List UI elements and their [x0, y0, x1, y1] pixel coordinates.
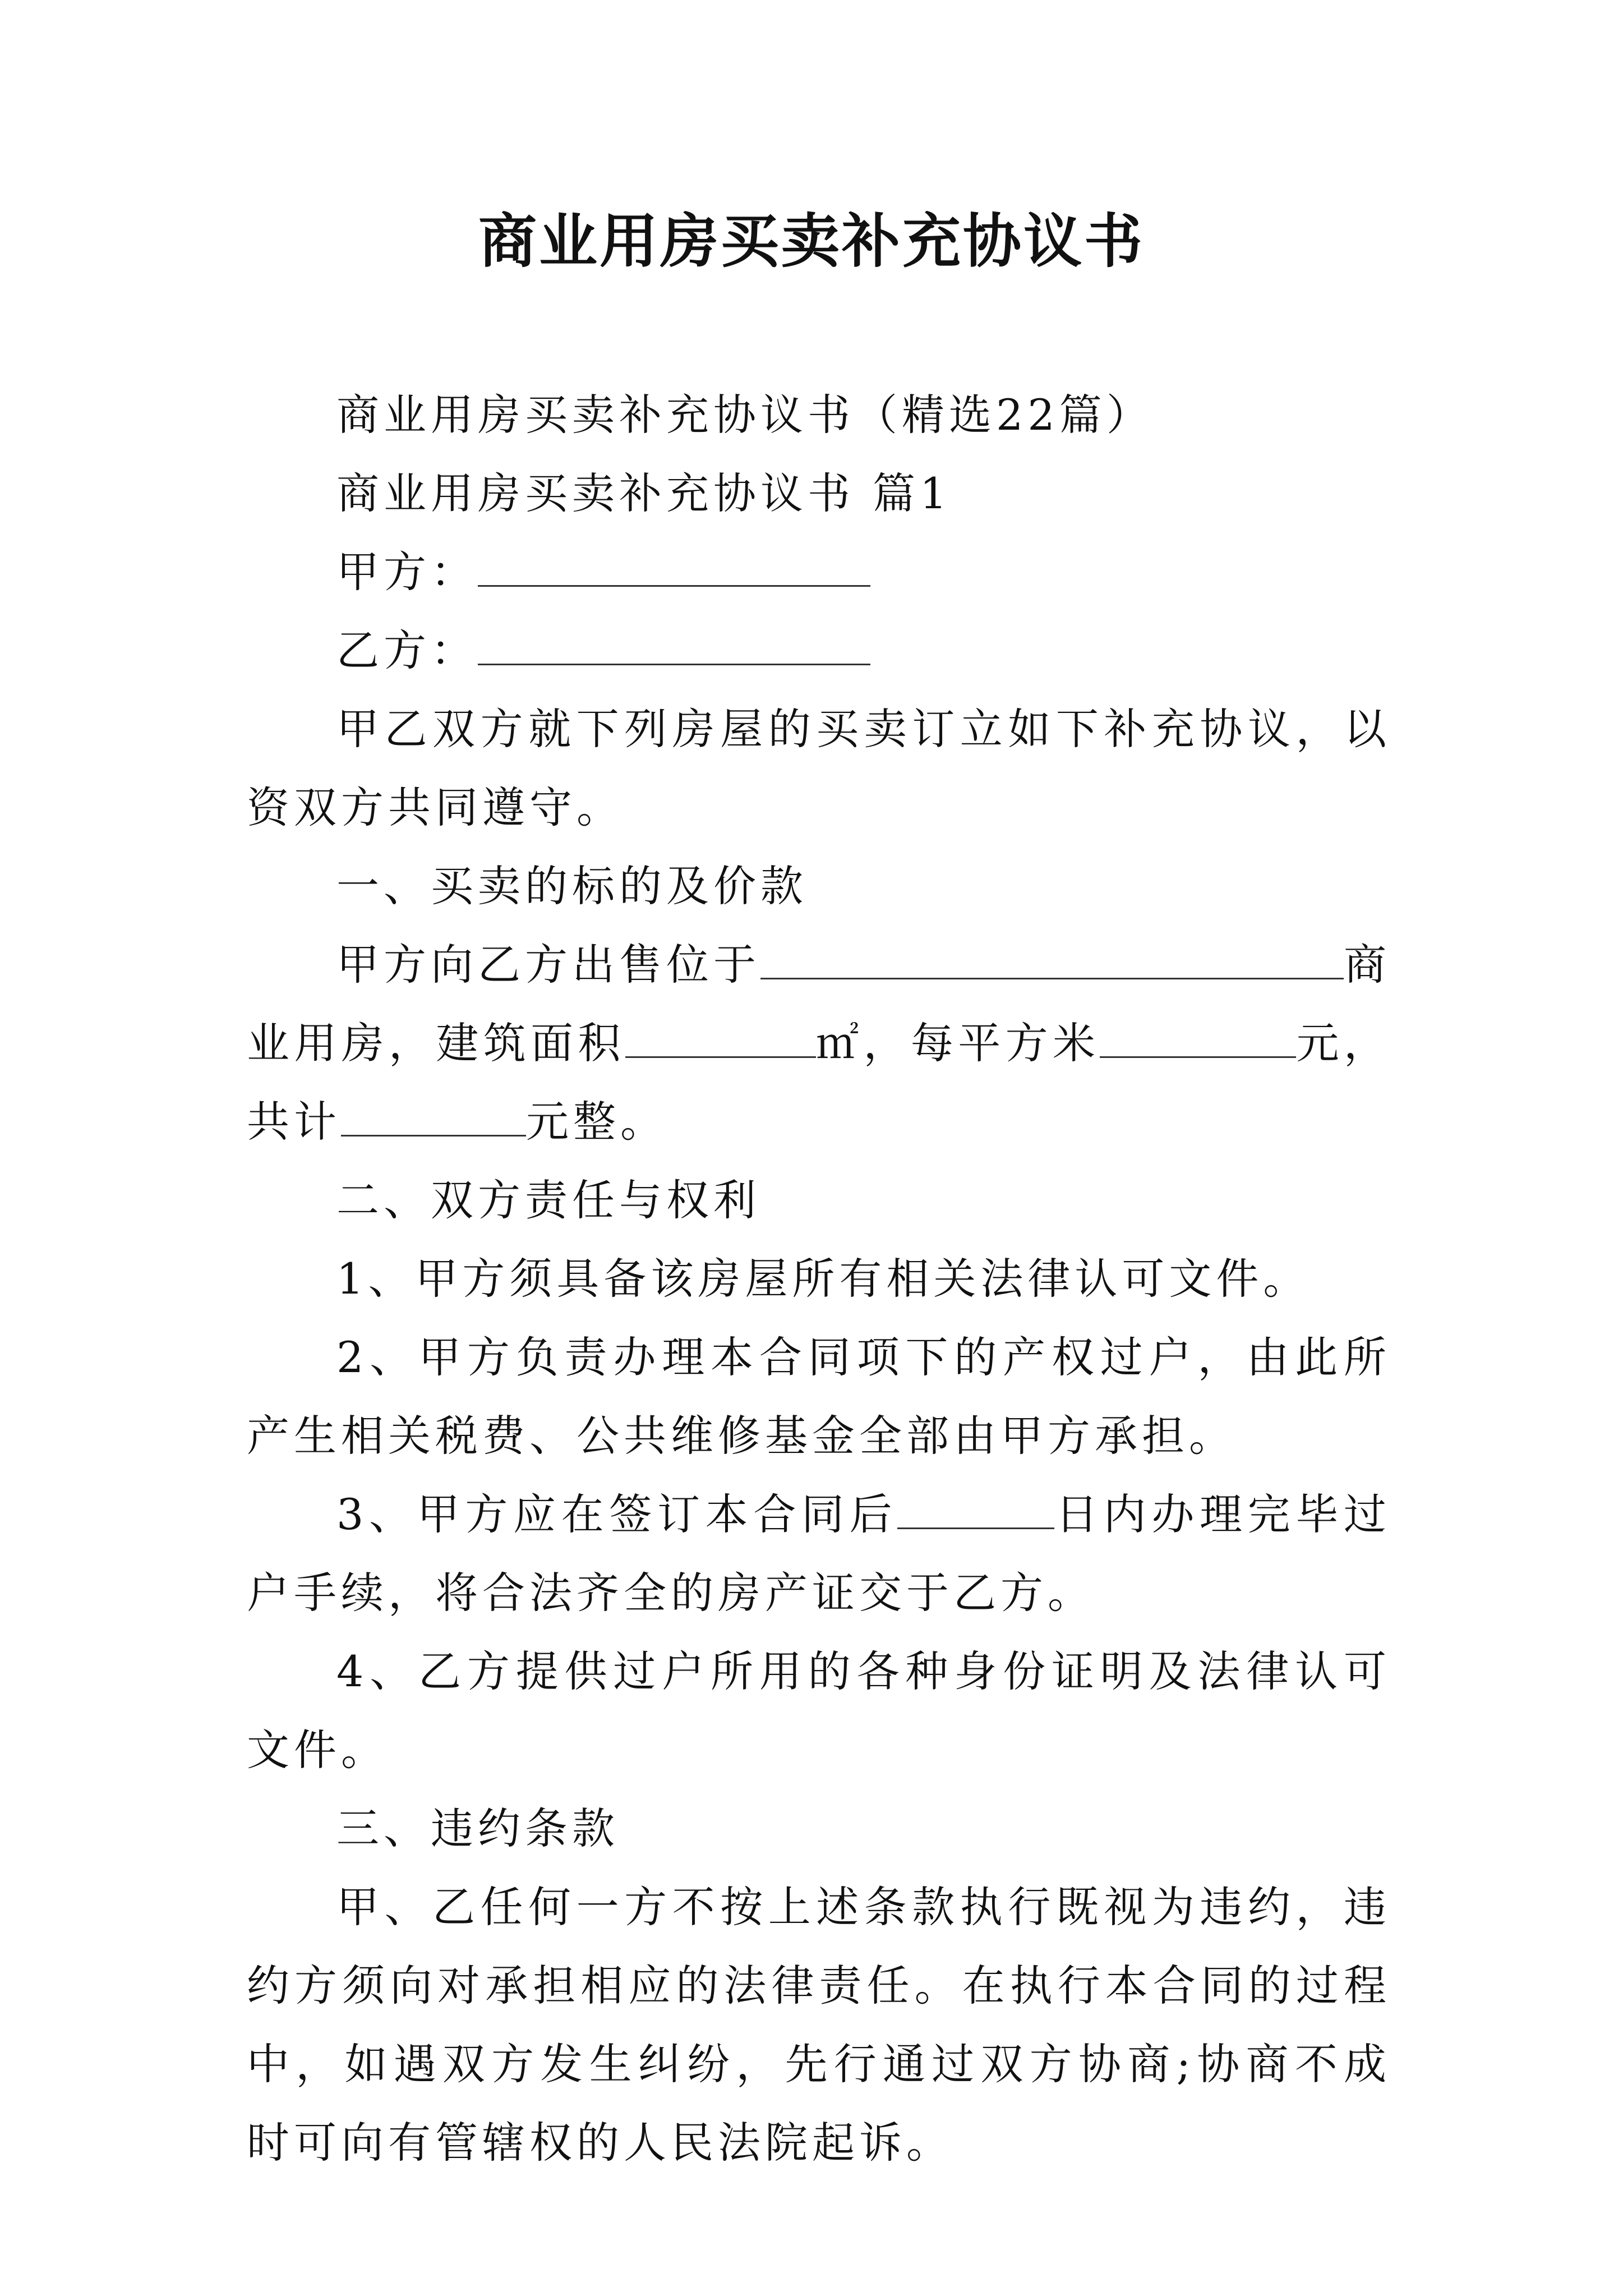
days-blank [897, 1488, 1054, 1529]
clause2-item3 [247, 1475, 1391, 1632]
document-body [247, 376, 1391, 2182]
clause1-text [247, 926, 1391, 1161]
clause1-part5: 元整。 [526, 1097, 667, 1147]
clause3-heading: 三、违约条款 [336, 1803, 619, 1853]
clause1-part2: 商业用房，建筑面积 [247, 940, 1391, 1068]
party-b-line [247, 611, 1391, 690]
clause2-item3-part1: 3、甲方应在签订本合同后 [336, 1489, 898, 1539]
clause2-item4: 4、乙方提供过户所用的各种身份证明及法律认可文件。 [247, 1646, 1391, 1775]
area-blank [625, 1017, 816, 1058]
party-a-blank [478, 546, 870, 587]
preamble: 甲乙双方就下列房屋的买卖订立如下补充协议，以资双方共同遵守。 [247, 704, 1391, 832]
party-a-line [247, 533, 1391, 611]
clause2-item1: 1、甲方须具备该房屋所有相关法律认可文件。 [336, 1254, 1311, 1304]
clause2-item2: 2、甲方负责办理本合同项下的产权过户，由此所产生相关税费、公共维修基金全部由甲方承担。 [247, 1332, 1391, 1461]
clause1-part1: 甲方向乙方出售位于 [336, 940, 760, 990]
location-blank [760, 938, 1344, 979]
party-b-label: 乙方： [336, 625, 478, 675]
intro-heading: 商业用房买卖补充协议书（精选22篇） [336, 390, 1154, 440]
clause1-part4: 元，共计 [247, 1018, 1391, 1147]
clause1-part3: ㎡，每平方米 [815, 1018, 1100, 1068]
section-heading: 商业用房买卖补充协议书 篇1 [336, 468, 952, 518]
clause2-heading: 二、双方责任与权利 [336, 1175, 760, 1225]
document-title: 商业用房买卖补充协议书 [478, 207, 1145, 275]
unit-price-blank [1100, 1017, 1296, 1058]
clause1-heading: 一、买卖的标的及价款 [336, 861, 808, 911]
party-a-label: 甲方： [336, 547, 478, 597]
total-price-blank [341, 1096, 526, 1137]
clause2-item3-part2: 日内办理完毕过户手续，将合法齐全的房产证交于乙方。 [247, 1489, 1391, 1618]
clause3-text: 甲、乙任何一方不按上述条款执行既视为违约，违约方须向对承担相应的法律责任。在执行本合同的过程中，如遇双方发生纠纷，先行通过双方协商;协商不成时可向有管辖权的人民法院起诉。 [247, 1882, 1391, 2168]
party-b-blank [478, 624, 870, 665]
